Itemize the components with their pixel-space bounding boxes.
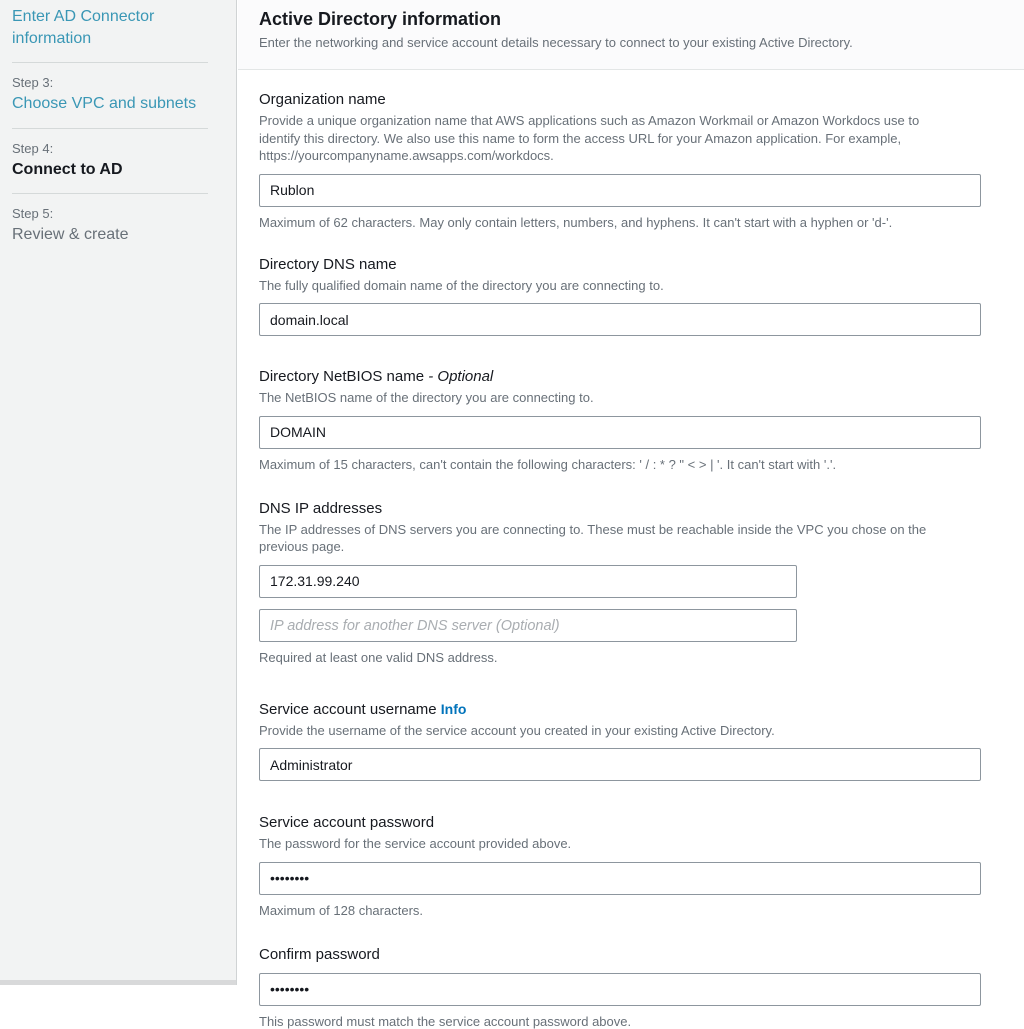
page-description: Enter the networking and service account details necessary to connect to your existing Active Directory.	[259, 35, 853, 50]
directory-netbios-name-input[interactable]	[259, 416, 981, 449]
service-account-password-description: The password for the service account provided above.	[259, 836, 572, 852]
confirm-password-label: Confirm password	[259, 945, 380, 963]
sidebar-divider	[12, 62, 208, 63]
field-service-account-password	[259, 814, 1003, 918]
sidebar-item-connect-to-ad	[12, 141, 218, 181]
directory-netbios-name-label: Directory NetBIOS name - Optional	[259, 368, 494, 386]
sidebar-divider	[12, 128, 208, 129]
sidebar-item-choose-vpc[interactable]	[12, 75, 218, 115]
step-number-label: Step 4:	[12, 140, 54, 156]
service-account-username-input[interactable]	[259, 748, 981, 781]
field-directory-netbios-name	[259, 368, 1003, 472]
optional-suffix-label: - Optional	[428, 368, 494, 386]
ad-connector-form	[238, 70, 1024, 1029]
section-header	[238, 0, 1024, 70]
sidebar-item-review-create	[12, 206, 218, 246]
field-service-account-username	[259, 701, 1003, 782]
service-account-password-label: Service account password	[259, 814, 435, 832]
organization-name-description: Provide a unique organization name that AWS applications such as Amazon Workmail or Amazon Workdocs use to identify this directory. We also use this name to form the access URL for your Amazon application. For example, https://yourcompanyname.awsapps.com/workdocs.	[259, 113, 920, 164]
field-confirm-password	[259, 946, 1003, 1029]
dns-ip-primary-input[interactable]	[259, 565, 797, 598]
confirm-password-input[interactable]	[259, 973, 981, 1006]
main-panel	[238, 0, 1024, 1029]
step-current-label: Connect to AD	[12, 160, 123, 178]
service-account-username-label: Service account username Info	[259, 700, 467, 718]
info-link[interactable]: Info	[440, 700, 467, 717]
dns-ip-addresses-hint: Required at least one valid DNS address.	[259, 649, 498, 665]
service-account-username-description: Provide the username of the service account you created in your existing Active Directory.	[259, 722, 775, 738]
sidebar-divider	[12, 193, 208, 194]
step-number-label: Step 3:	[12, 75, 54, 91]
step-link-label[interactable]: Enter AD Connector information	[12, 8, 155, 47]
step-number-label: Step 5:	[12, 206, 54, 222]
service-account-password-hint: Maximum of 128 characters.	[259, 902, 424, 918]
organization-name-hint: Maximum of 62 characters. May only contain letters, numbers, and hyphens. It can't start with a hyphen or 'd-'.	[259, 214, 893, 230]
dns-ip-addresses-description: The IP addresses of DNS servers you are connecting to. These must be reachable inside the VPC you chose on the previous page.	[259, 521, 927, 555]
directory-netbios-name-description: The NetBIOS name of the directory you are connecting to.	[259, 390, 594, 406]
dns-ip-secondary-input[interactable]	[259, 609, 797, 642]
step-future-label: Review & create	[12, 226, 129, 244]
confirm-password-hint: This password must match the service account password above.	[259, 1013, 632, 1029]
directory-netbios-name-hint: Maximum of 15 characters, can't contain the following characters: ' / : * ? " < > | '. It can't start with '.'.	[259, 456, 837, 472]
organization-name-input[interactable]	[259, 174, 981, 207]
directory-dns-name-description: The fully qualified domain name of the directory you are connecting to.	[259, 277, 664, 293]
directory-dns-name-input[interactable]	[259, 303, 981, 336]
field-dns-ip-addresses	[259, 500, 1003, 665]
field-organization-name	[259, 91, 1003, 230]
dns-ip-addresses-label: DNS IP addresses	[259, 499, 383, 517]
step-link-label[interactable]: Choose VPC and subnets	[12, 95, 197, 113]
field-directory-dns-name	[259, 256, 1003, 337]
wizard-steps-sidebar	[0, 0, 237, 985]
organization-name-label: Organization name	[259, 91, 386, 108]
page-title: Active Directory information	[259, 9, 502, 29]
directory-dns-name-label: Directory DNS name	[259, 255, 397, 273]
sidebar-item-ad-connector-info[interactable]	[12, 6, 218, 49]
service-account-password-input[interactable]	[259, 862, 981, 895]
